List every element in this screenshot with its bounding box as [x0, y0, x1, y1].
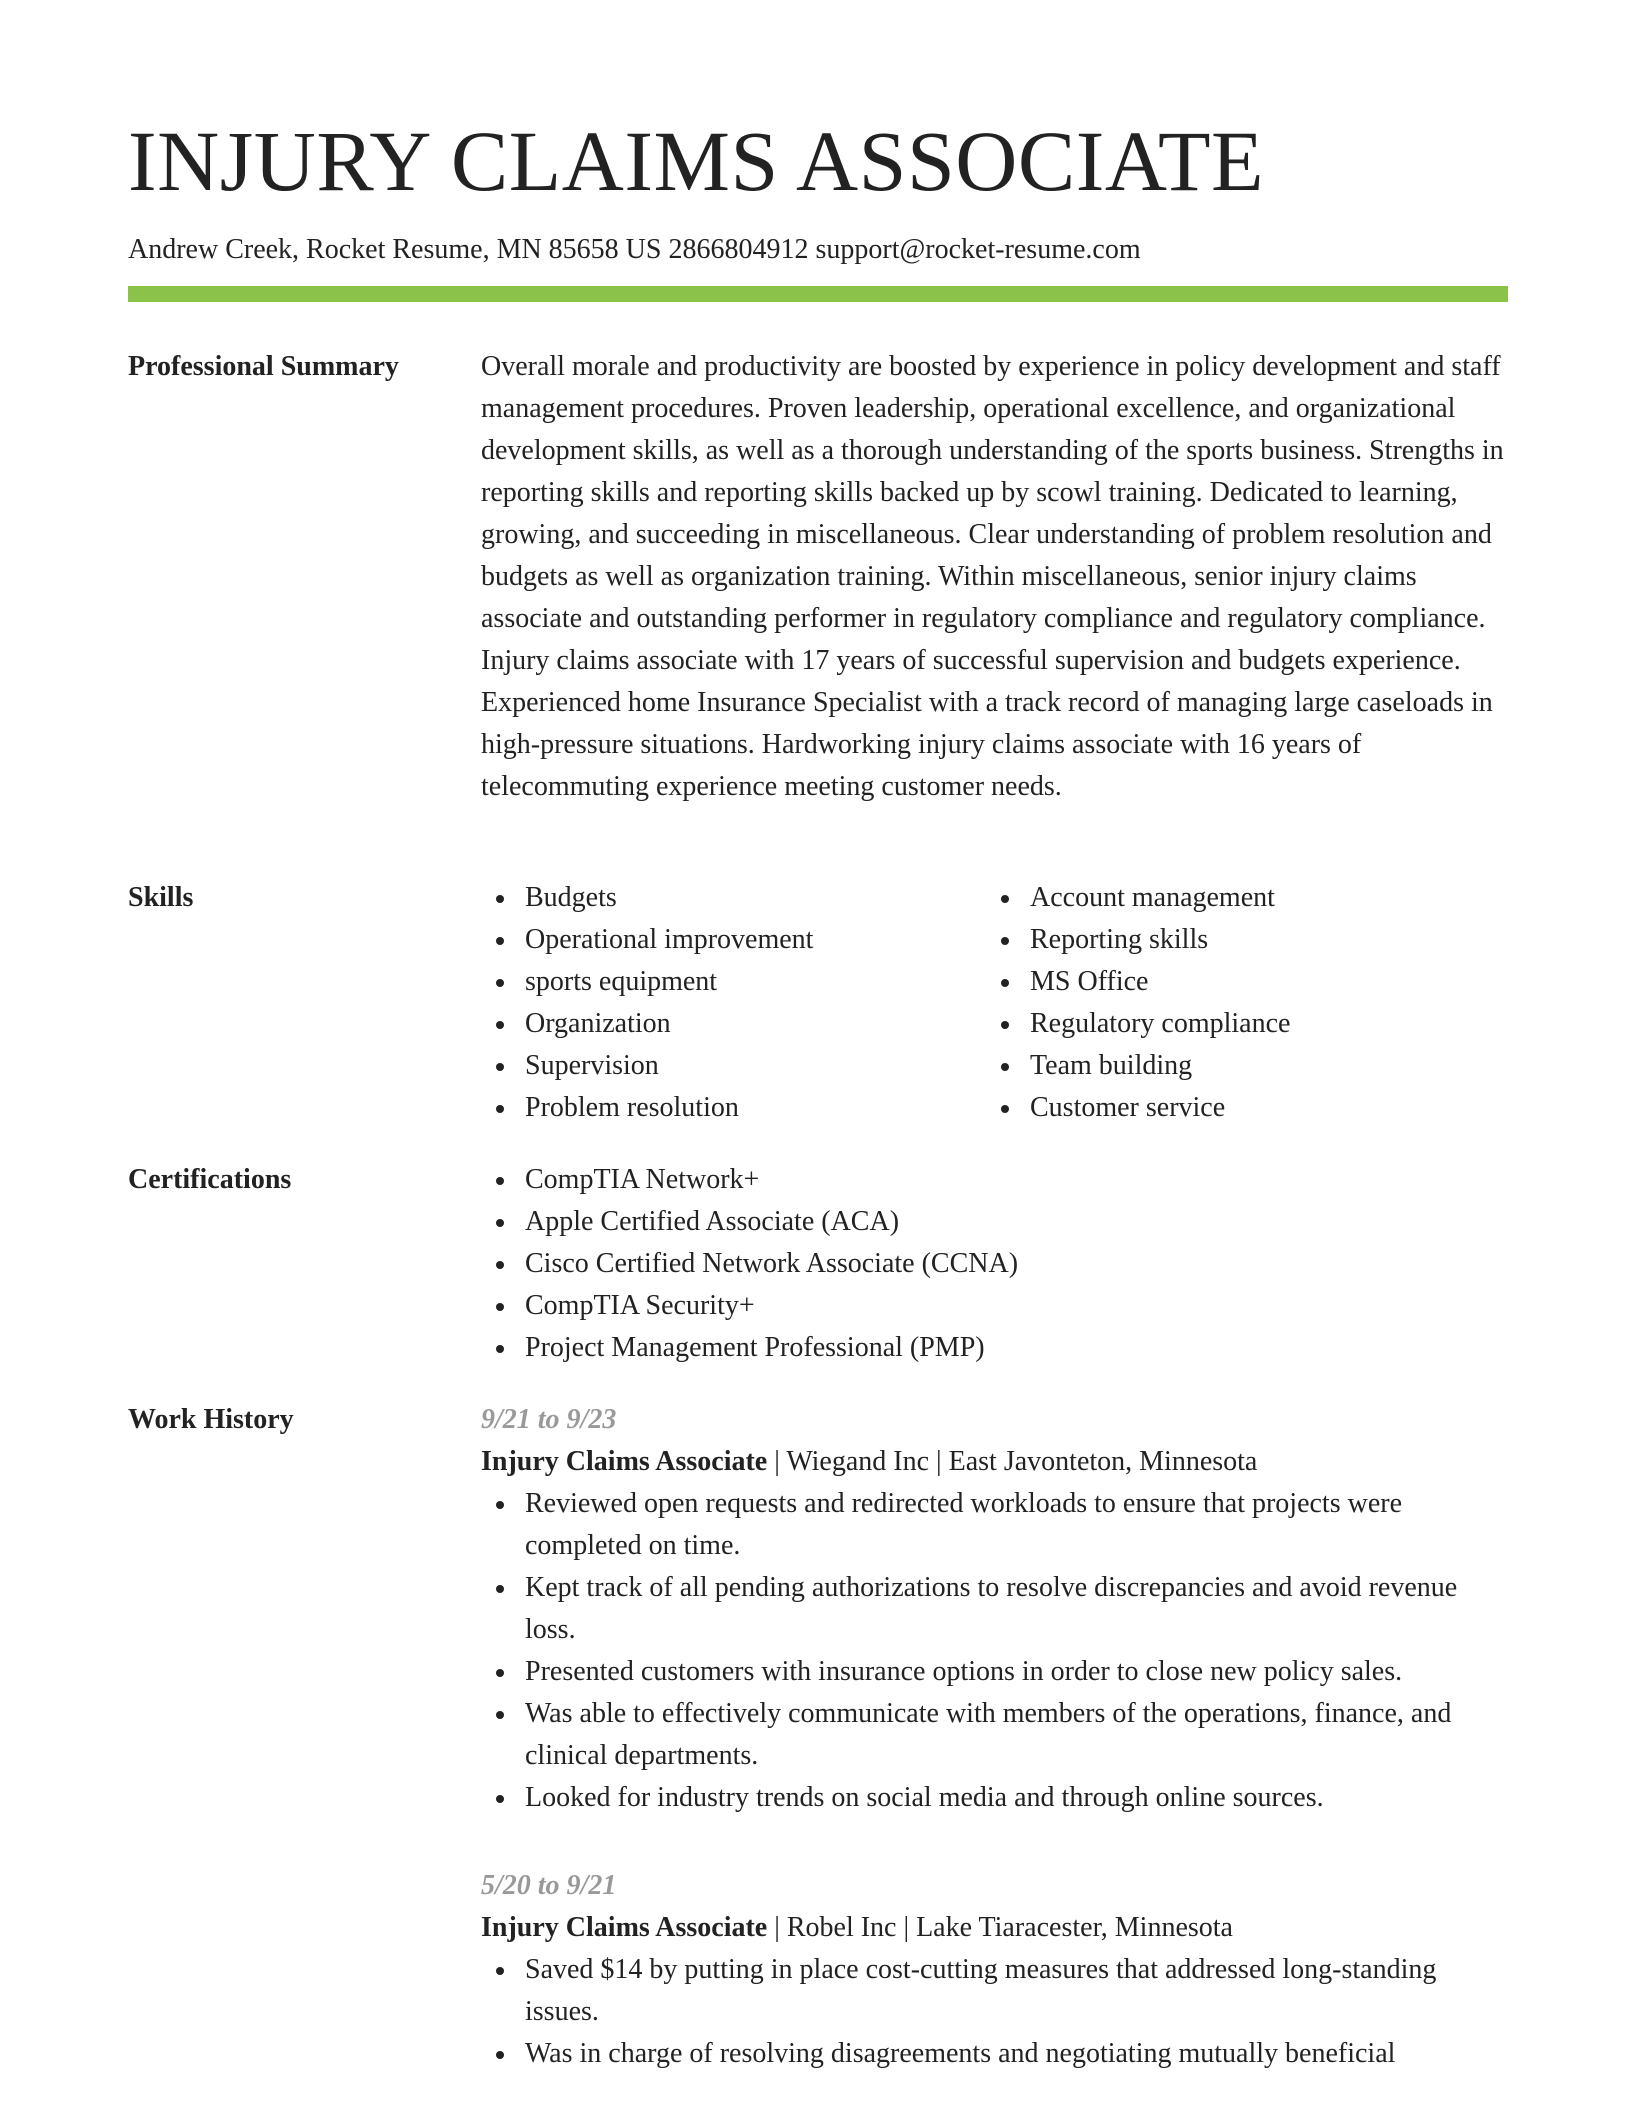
certification-item: CompTIA Security+ [481, 1285, 1511, 1327]
job-employer-location: | Robel Inc | Lake Tiaracester, Minnesota [767, 1912, 1233, 1943]
job-duties-list [481, 1483, 1511, 1819]
skills-heading: Skills [128, 882, 194, 913]
skill-item: Budgets [481, 877, 986, 919]
certifications-heading: Certifications [128, 1164, 292, 1195]
skills-list-right [986, 877, 1506, 1129]
job-dates: 9/21 to 9/23 [481, 1404, 617, 1435]
certifications-body [481, 1159, 1511, 1369]
summary-heading: Professional Summary [128, 351, 399, 382]
skill-item: Supervision [481, 1045, 986, 1087]
certification-item: Cisco Certified Network Associate (CCNA) [481, 1243, 1511, 1285]
accent-divider [128, 286, 1508, 302]
job-duty: Saved $14 by putting in place cost-cutting measures that addressed long-standing issues. [481, 1949, 1511, 2033]
skills-grid [481, 877, 1511, 1129]
job-header [481, 1441, 1511, 1483]
job-dates: 5/20 to 9/21 [481, 1870, 617, 1901]
job-duty: Reviewed open requests and redirected workloads to ensure that projects were completed on time. [481, 1483, 1511, 1567]
skill-item: sports equipment [481, 961, 986, 1003]
job-duty: Was in charge of resolving disagreements and negotiating mutually beneficial [481, 2033, 1511, 2075]
contact-line: Andrew Creek, Rocket Resume, MN 85658 US 2866804912 support@rocket-resume.com [128, 234, 1141, 265]
job-duty: Presented customers with insurance options in order to close new policy sales. [481, 1651, 1511, 1693]
resume-title: INJURY CLAIMS ASSOCIATE [128, 113, 1265, 209]
job-entry [481, 1399, 1511, 1819]
summary-text: Overall morale and productivity are boosted by experience in policy development and staff management procedures. Proven leadership, operational excellence, and organizational development skills, as well as a thorough understanding of the sports business. Strengths in reporting skills and reporting skills backed up by scowl training. Dedicated to learning, growing, and succeeding in miscellaneous. Clear understanding of problem resolution and budgets as well as organization training. Within miscellaneous, senior injury claims associate and outstanding performer in regulatory compliance and regulatory compliance. Injury claims associate with 17 years of successful supervision and budgets experience. Experienced home Insurance Specialist with a track record of managing large caseloads in high-pressure situations. Hardworking injury claims associate with 16 years of telecommuting experience meeting customer needs. [481, 351, 1504, 802]
certification-item: Apple Certified Associate (ACA) [481, 1201, 1511, 1243]
job-title: Injury Claims Associate [481, 1912, 768, 1943]
job-duty: Kept track of all pending authorizations to resolve discrepancies and avoid revenue loss. [481, 1567, 1511, 1651]
job-duties-list [481, 1949, 1511, 2075]
skill-item: Customer service [986, 1087, 1506, 1129]
skill-item: Team building [986, 1045, 1506, 1087]
skill-item: MS Office [986, 961, 1506, 1003]
job-header [481, 1907, 1511, 1949]
skill-item: Operational improvement [481, 919, 986, 961]
job-duty: Was able to effectively communicate with members of the operations, finance, and clinical departments. [481, 1693, 1511, 1777]
skills-body [481, 877, 1511, 1129]
skill-item: Organization [481, 1003, 986, 1045]
certification-item: Project Management Professional (PMP) [481, 1327, 1511, 1369]
job-duty: Looked for industry trends on social media and through online sources. [481, 1777, 1511, 1819]
summary-body [481, 346, 1511, 808]
certifications-list [481, 1159, 1511, 1369]
skill-item: Account management [986, 877, 1506, 919]
skills-list-left [481, 877, 986, 1129]
skill-item: Regulatory compliance [986, 1003, 1506, 1045]
job-entry [481, 1865, 1511, 2075]
certification-item: CompTIA Network+ [481, 1159, 1511, 1201]
work-history-heading: Work History [128, 1404, 294, 1435]
job-title: Injury Claims Associate [481, 1446, 768, 1477]
skill-item: Reporting skills [986, 919, 1506, 961]
skill-item: Problem resolution [481, 1087, 986, 1129]
job-employer-location: | Wiegand Inc | East Javonteton, Minnesota [767, 1446, 1258, 1477]
